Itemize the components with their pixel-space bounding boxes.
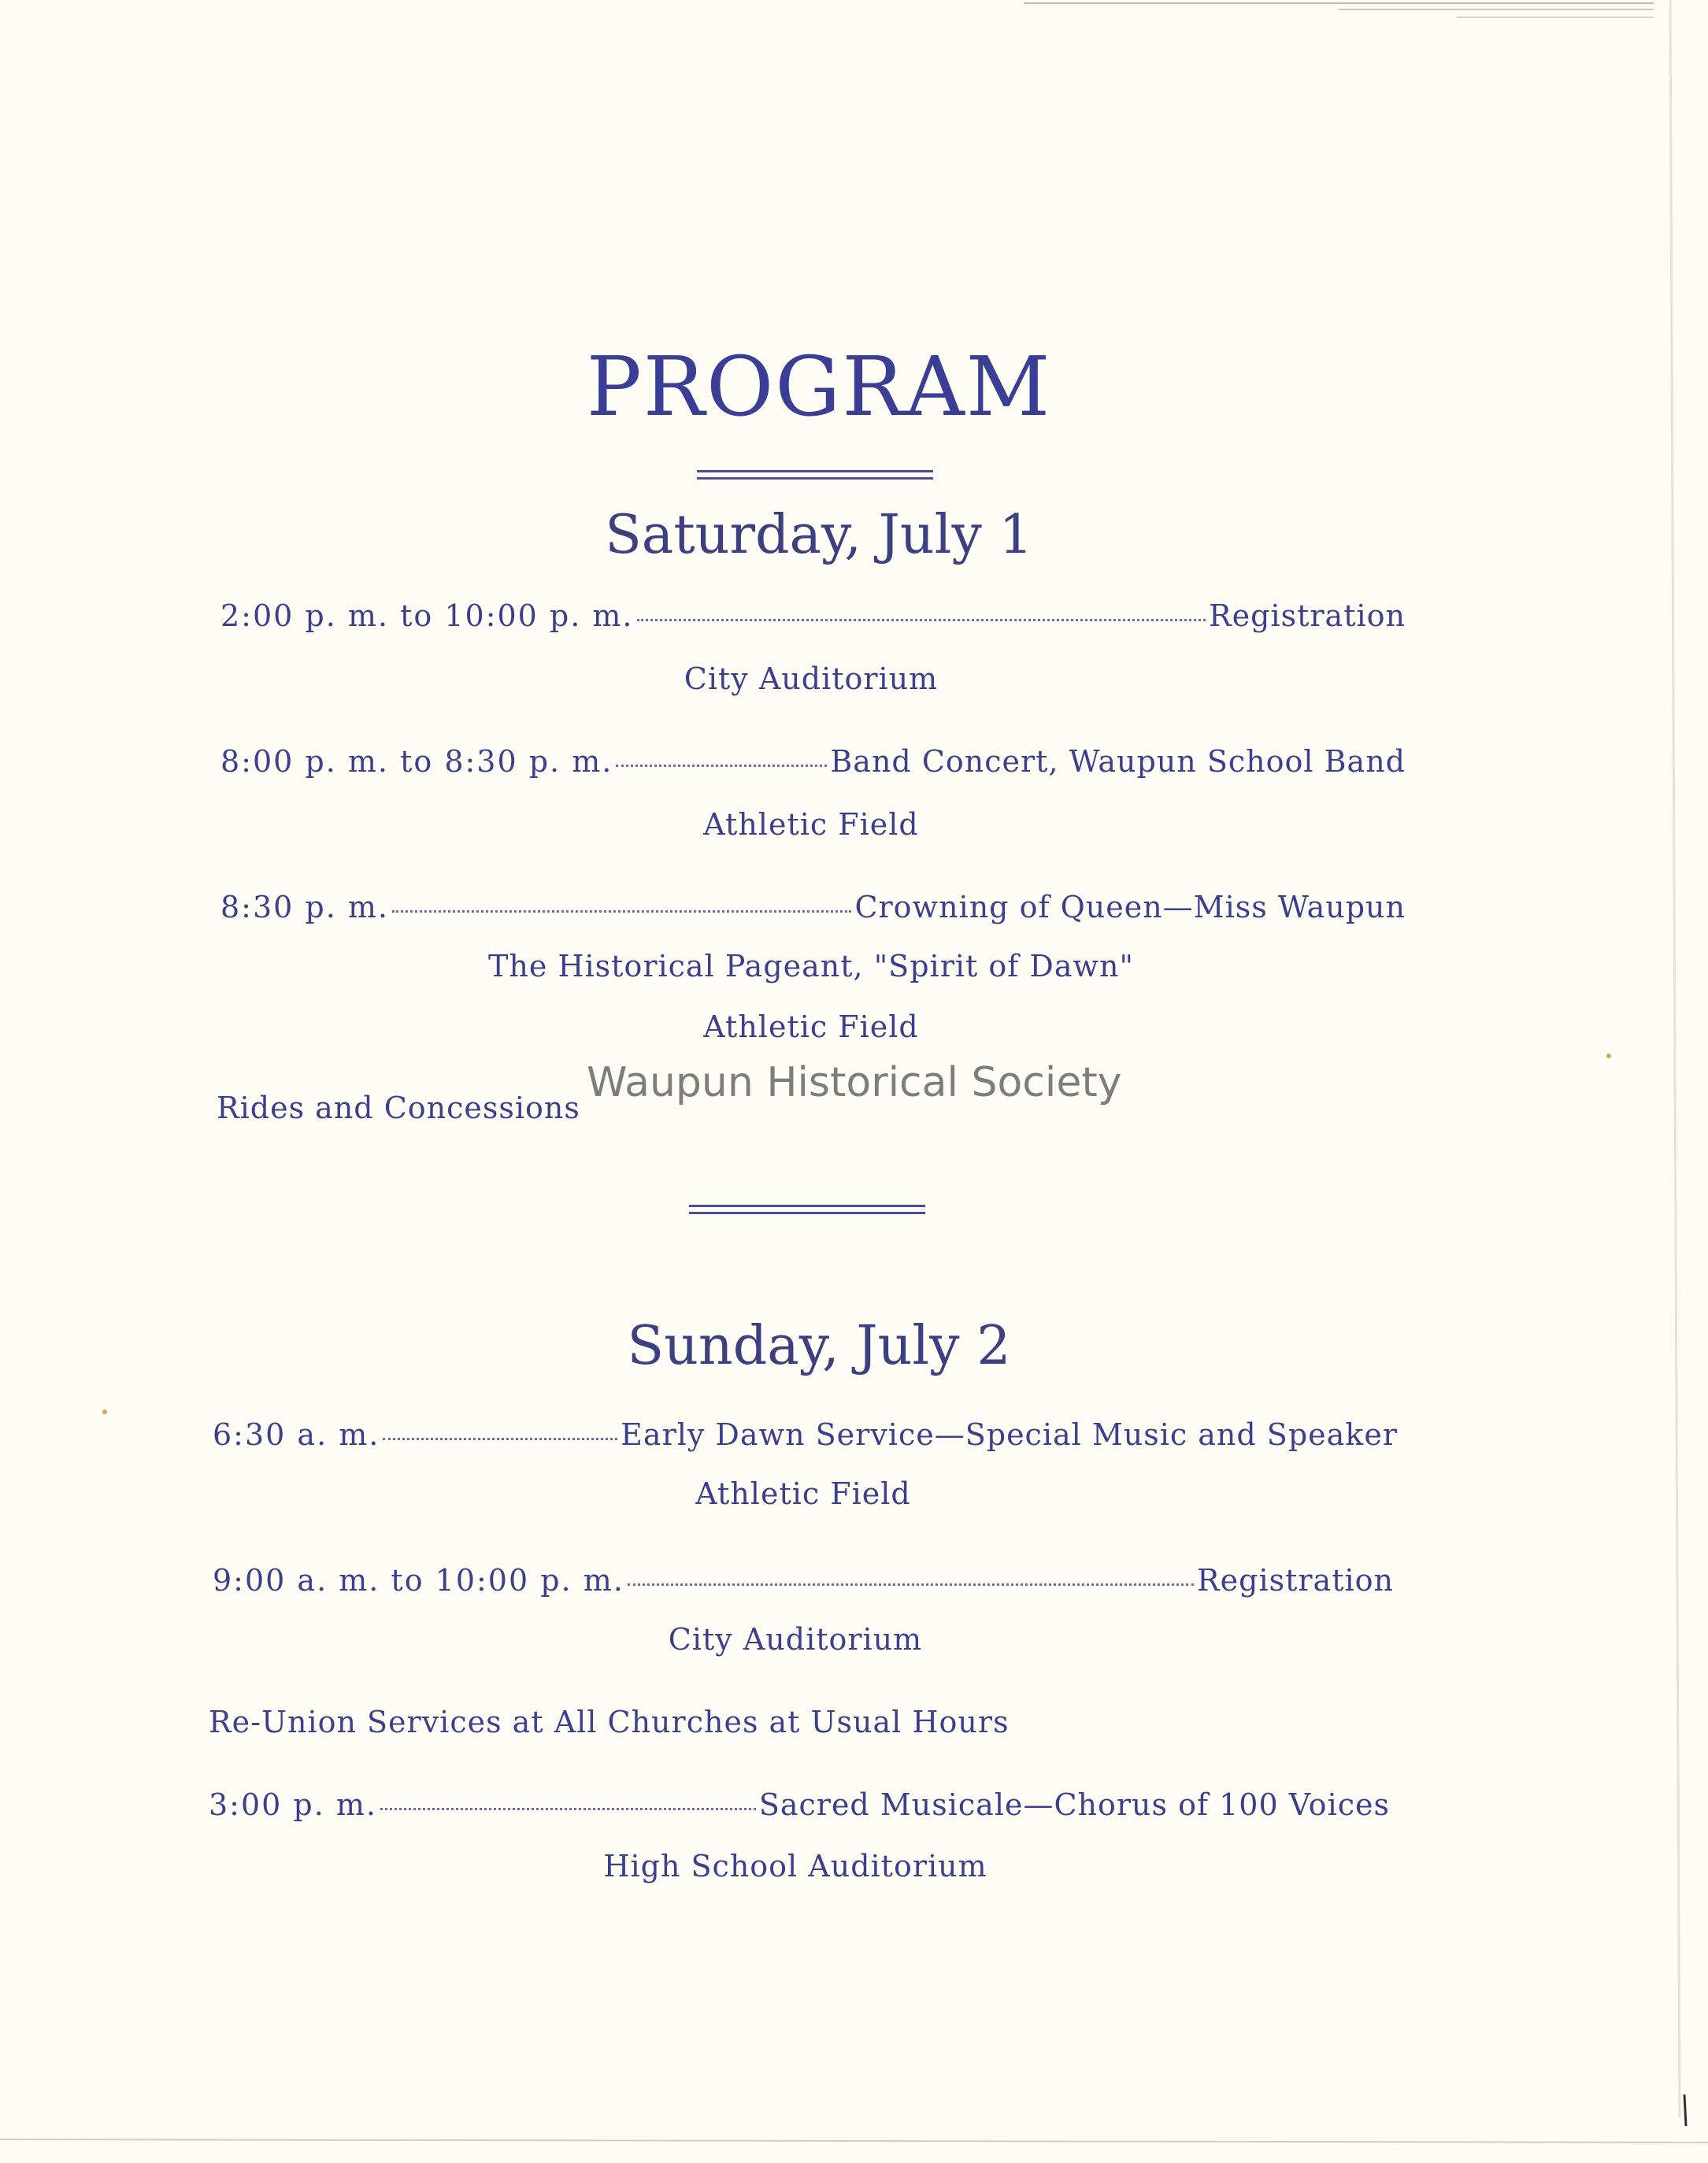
paper-speck xyxy=(1606,1054,1611,1058)
leader-dots xyxy=(637,619,1206,621)
entry-time: 2:00 p. m. to 10:00 p. m. xyxy=(220,598,634,633)
day-note: Re-Union Services at All Churches at Usual Hours xyxy=(209,1705,1010,1739)
entry-event: Registration xyxy=(1197,1563,1394,1598)
schedule-entry xyxy=(209,1787,1390,1822)
page-bottom-edge xyxy=(0,2116,1708,2163)
schedule-entry xyxy=(213,1563,1394,1598)
page-top-edge xyxy=(0,0,1708,31)
entry-location: Athletic Field xyxy=(703,1009,919,1044)
entry-detail: The Historical Pageant, "Spirit of Dawn" xyxy=(488,949,1134,983)
entry-event: Crowning of Queen—Miss Waupun xyxy=(854,890,1406,924)
entry-location: High School Auditorium xyxy=(603,1849,987,1883)
schedule-entry xyxy=(220,744,1406,779)
schedule-entry xyxy=(220,890,1406,924)
leader-dots xyxy=(392,910,851,913)
page-title: PROGRAM xyxy=(586,339,1052,435)
leader-dots xyxy=(380,1808,756,1810)
entry-location: Athletic Field xyxy=(703,807,919,842)
title-divider xyxy=(697,470,933,484)
entry-time: 9:00 a. m. to 10:00 p. m. xyxy=(213,1563,624,1598)
entry-location: Athletic Field xyxy=(695,1476,911,1511)
section-divider xyxy=(689,1205,925,1219)
page-right-edge xyxy=(1653,0,1708,2163)
day-heading-saturday: Saturday, July 1 xyxy=(605,504,1033,566)
day-note: Rides and Concessions xyxy=(217,1091,580,1125)
entry-event: Band Concert, Waupun School Band xyxy=(830,744,1406,779)
watermark: Waupun Historical Society xyxy=(587,1059,1122,1106)
entry-time: 8:30 p. m. xyxy=(220,890,390,924)
leader-dots xyxy=(383,1438,617,1440)
schedule-entry xyxy=(213,1417,1398,1452)
entry-event: Early Dawn Service—Special Music and Speaker xyxy=(621,1417,1398,1452)
leader-dots xyxy=(616,765,827,767)
entry-event: Sacred Musicale—Chorus of 100 Voices xyxy=(758,1787,1390,1822)
paper-speck xyxy=(102,1409,107,1414)
entry-event: Registration xyxy=(1209,598,1406,633)
leader-dots xyxy=(628,1583,1194,1586)
entry-time: 3:00 p. m. xyxy=(209,1787,378,1822)
entry-time: 8:00 p. m. to 8:30 p. m. xyxy=(220,744,613,779)
schedule-entry xyxy=(220,598,1406,633)
day-heading-sunday: Sunday, July 2 xyxy=(627,1315,1011,1377)
entry-location: City Auditorium xyxy=(668,1622,923,1657)
entry-location: City Auditorium xyxy=(684,661,939,696)
entry-time: 6:30 a. m. xyxy=(213,1417,380,1452)
